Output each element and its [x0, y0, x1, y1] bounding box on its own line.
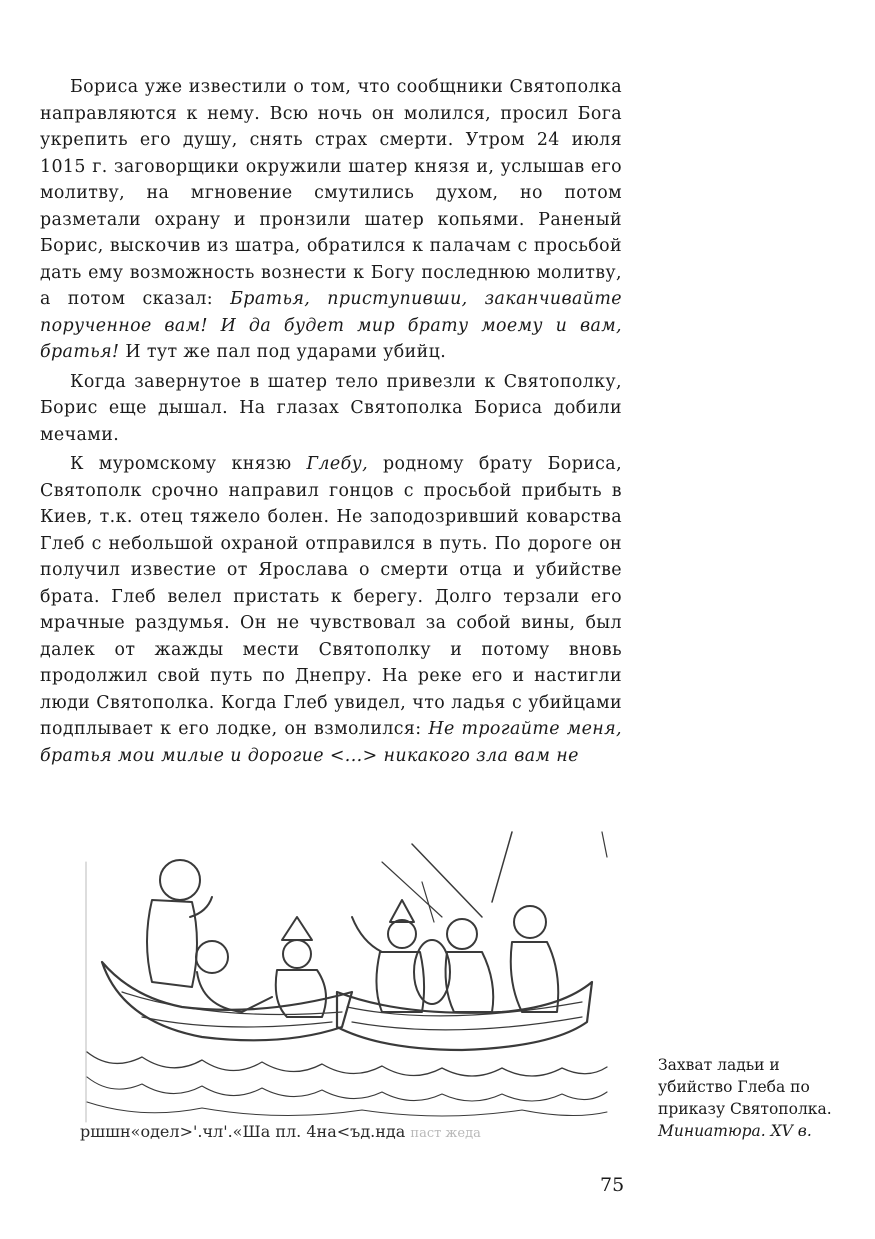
boris-quote: Братья, приступивши, заканчивайте порученное вам! И да будет мир брату моему и вам, братья!: [40, 289, 622, 362]
paragraph-1-end: И тут же пал под ударами убийц.: [125, 342, 447, 362]
boat-plank: [352, 1017, 582, 1030]
helmet: [282, 917, 312, 940]
gleb-body: [197, 972, 272, 1012]
figure-caption: [658, 1054, 858, 1142]
left-boat: [102, 962, 352, 1040]
helmet: [390, 900, 414, 922]
miniature-illustration: [82, 822, 612, 1128]
warrior-body: [511, 942, 559, 1012]
paragraph-3-start: К муромскому князю: [70, 454, 292, 474]
gleb-name: Глебу,: [306, 454, 368, 474]
water-line: [87, 1052, 607, 1076]
warrior-body: [446, 952, 494, 1012]
warrior-body: [276, 970, 326, 1017]
raised-arm: [352, 917, 382, 952]
caption-line-3: приказу Святополка.: [658, 1100, 832, 1118]
warrior-head: [447, 919, 477, 949]
caption-line-1: Захват ладьи и: [658, 1056, 780, 1074]
main-text: [40, 74, 622, 769]
spear-line: [602, 832, 607, 857]
miniature-inscription: [80, 1121, 620, 1145]
paragraph-3-text: родному брату Бориса, Святополк срочно направил гонцов с просьбой прибыть в Киев, т.к. отец тяжело болен. Не заподозривший коварства Глеб с небольшой охраной отправился в путь. По дороге он получил известие от Ярослава о смерти отца и убийстве брата. Глеб велел пристать к берегу. Долго терзали его мрачные раздумья. Он не чувствовал за собой вины, был далек от жажды мести Святополку и потому вновь продолжил свой путь по Днепру. На реке его и настигли люди Святополка. Когда Глеб увидел, что ладья с убийцами подплывает к его лодке, он взмолился:: [40, 454, 622, 739]
figure-head: [160, 860, 200, 900]
spear-line: [412, 844, 482, 917]
warrior-body: [376, 952, 424, 1012]
boat-scene-drawing: [82, 822, 612, 1128]
paragraph-3: [40, 451, 622, 769]
spear-line: [422, 882, 434, 922]
spear-line: [382, 862, 442, 917]
warrior-head: [514, 906, 546, 938]
gleb-quote: Не трогайте меня, братья мои милые и дорогие <...> никакого зла вам не: [40, 719, 622, 766]
warrior-head: [388, 920, 416, 948]
boat-plank: [142, 1017, 332, 1027]
inscription-text: ршшн«одел>'.чл'.«Ша пл. 4на<ъд.нда: [80, 1122, 406, 1141]
figure-body: [147, 900, 197, 987]
water-line: [87, 1077, 607, 1101]
warrior-head: [283, 940, 311, 968]
gleb-head: [196, 941, 228, 973]
page-number: 75: [600, 1174, 625, 1196]
paragraph-1-text: Бориса уже известили о том, что сообщники Святополка направляются к нему. Всю ночь он молился, просил Бога укрепить его душу, снять страх смерти. Утром 24 июля 1015 г. заговорщики окружили шатер князя и, услышав его молитву, на мгновение смутились духом, но потом разметали охрану и пронзили шатер копьями. Раненый Борис, выскочив из шатра, обратился к палачам с просьбой дать ему возможность вознести к Богу последнюю молитву, а потом сказал:: [40, 77, 622, 309]
caption-line-4: Миниатюра. XV в.: [658, 1122, 812, 1140]
paragraph-2: Когда завернутое в шатер тело привезли к Святополку, Борис еще дышал. На глазах Святополка Бориса добили мечами.: [40, 371, 622, 445]
paragraph-1: [40, 74, 622, 366]
water-line: [87, 1102, 607, 1116]
inscription-faded-text: паст жеда: [410, 1126, 481, 1141]
spear-line: [492, 832, 512, 902]
caption-line-2: убийство Глеба по: [658, 1078, 810, 1096]
